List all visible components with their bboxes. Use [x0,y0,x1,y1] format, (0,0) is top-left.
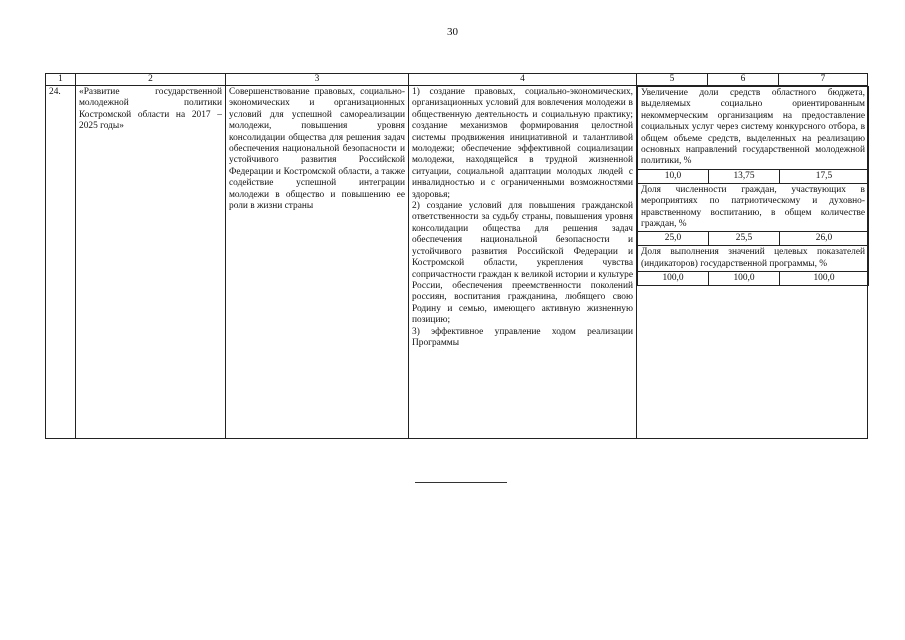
task-item: 2) создание условий для повышения гражданской ответственности за судьбу страны, повышения уровня консолидации общества для решения задач обеспечения национальной безопасности и устойчивого развития Российской Федерации и Костромской области, укрепления чувства сопричастности граждан к великой истории и культуре России, обеспечения преемственности поколений россиян, воспитания гражданина, любящего свою Родину и семью, имеющего активную жизненную позицию; [412,201,633,326]
value-cell: 25,0 [638,232,709,246]
table-row [46,86,868,439]
program-table [45,73,868,439]
indicators-table [637,86,869,286]
value-cell: 13,75 [709,169,780,183]
header-cell: 7 [779,74,868,86]
indicator-description: Доля численности граждан, участвующих в мероприятиях по патриотическому и духовно-нравственному воспитанию, в общем количестве граждан, % [638,183,869,232]
value-cell: 17,5 [780,169,869,183]
footer-divider [415,482,507,483]
indicator-values [638,169,869,183]
value-cell: 10,0 [638,169,709,183]
header-row [46,74,868,86]
indicator-description: Доля выполнения значений целевых показателей (индикаторов) государственной программы, % [638,246,869,272]
page-number: 30 [447,26,458,38]
indicator-description: Увеличение доли средств областного бюджета, выделяемых социально ориентированным некоммерческим организациям на предоставление социальных услуг через систему конкурсного отбора, в общем объеме средств, выделенных на реализацию основных направлений государственной молодежной политики, % [638,87,869,170]
value-cell: 26,0 [780,232,869,246]
task-item: 1) создание правовых, социально-экономических, организационных условий для вовлечения молодежи в общественную деятельность и социальную практику; создание механизмов формирования целостной системы продвижения инициативной и талантливой молодежи; обеспечение эффективной социализации молодежи, находящейся в трудной жизненной ситуации, социальной адаптации молодых людей с инвалидностью и с ограниченными возможностями здоровья; [412,87,633,200]
program-name: «Развитие государственной молодежной политики Костромской области на 2017 – 2025 годы» [76,86,226,439]
indicator-values [638,232,869,246]
program-tasks [409,86,637,439]
header-cell: 2 [76,74,226,86]
row-number: 24. [46,86,76,439]
header-cell: 3 [226,74,409,86]
header-cell: 5 [637,74,708,86]
header-cell: 4 [409,74,637,86]
header-cell: 6 [708,74,779,86]
program-goal: Совершенствование правовых, социально-экономических и организационных условий для успешной самореализации молодежи, повышения уровня консолидации общества для решения задач обеспечения национальной безопасности и устойчивого развития Российской Федерации и Костромской области, а также содействие успешной интеграции молодежи в общество и повышению ее роли в жизни страны [226,86,409,439]
task-item: 3) эффективное управление ходом реализации Программы [412,326,633,348]
indicators-cell [637,86,868,439]
value-cell: 100,0 [638,272,709,286]
value-cell: 100,0 [709,272,780,286]
indicator-values [638,272,869,286]
value-cell: 25,5 [709,232,780,246]
header-cell: 1 [46,74,76,86]
value-cell: 100,0 [780,272,869,286]
